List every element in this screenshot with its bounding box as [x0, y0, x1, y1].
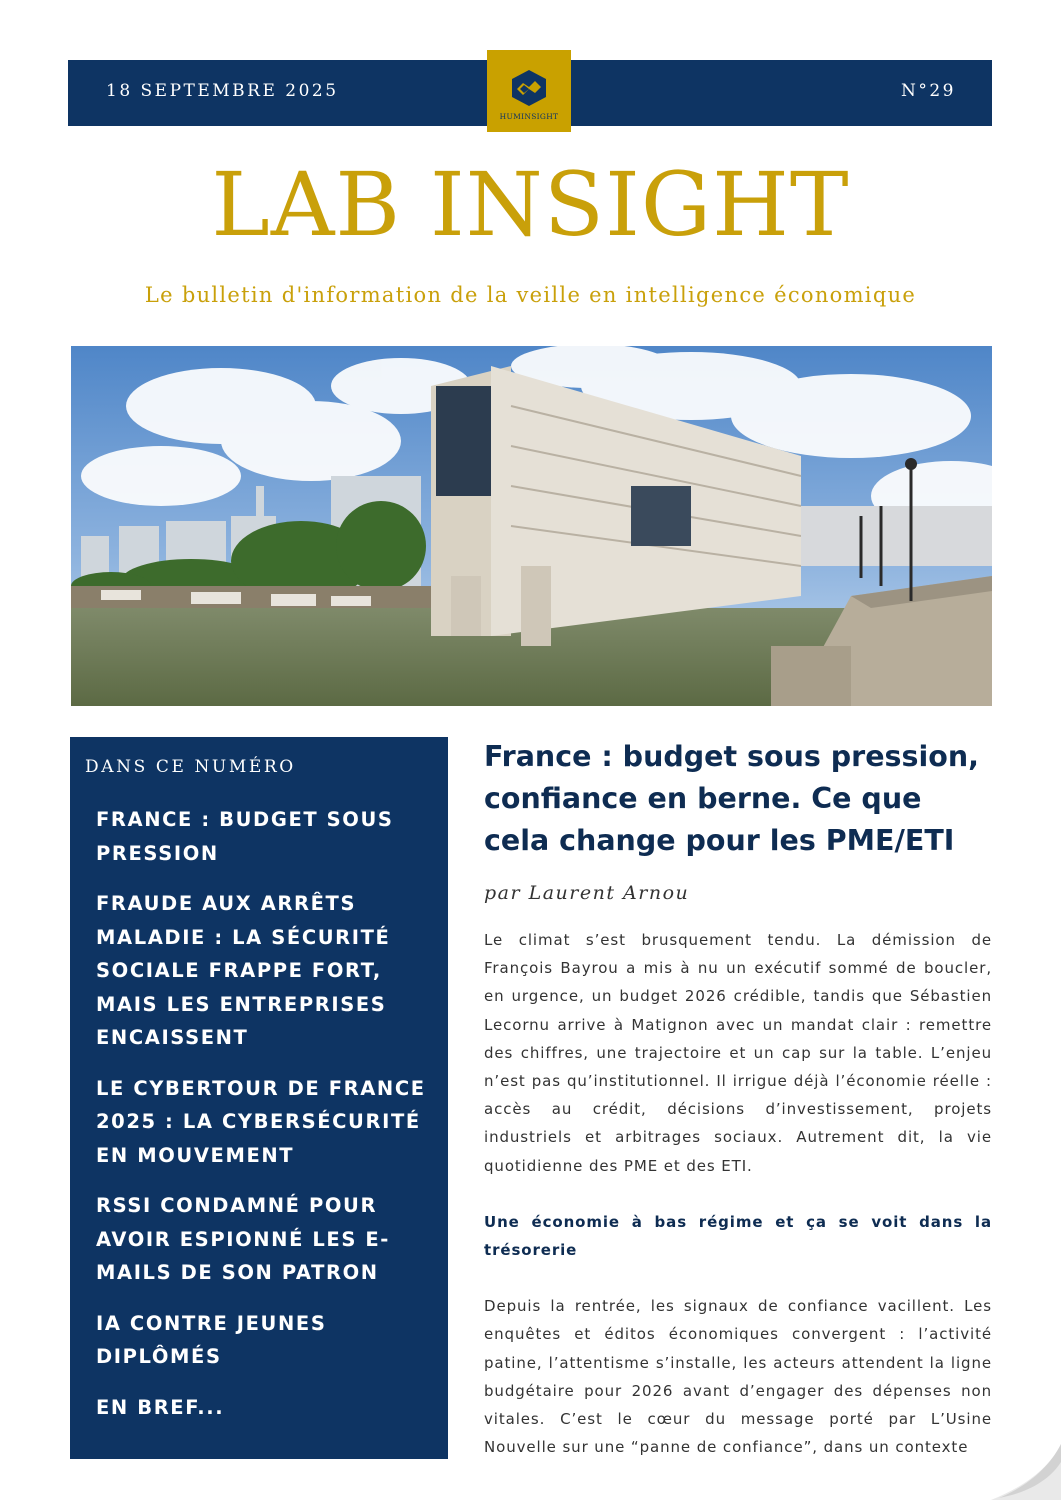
issue-number: N°29: [900, 81, 956, 101]
article-headline: France : budget sous pression, confiance en berne. Ce que cela change pour les PME/ETI: [484, 740, 979, 857]
hero-image: [71, 346, 992, 706]
toc-item-ia[interactable]: IA CONTRE JEUNES DIPLÔMÉS: [96, 1311, 327, 1368]
bercy-building-illustration: [71, 346, 992, 706]
toc-list: [96, 803, 426, 1441]
hexagon-logo-icon: [509, 69, 549, 107]
page-curl-icon: [991, 1444, 1061, 1500]
toc-item-en-bref[interactable]: EN BREF...: [96, 1395, 225, 1419]
table-of-contents: [70, 737, 448, 1459]
logo-wordmark: HUMINSIGHT: [499, 112, 559, 121]
masthead-subtitle: Le bulletin d'information de la veille en intelligence économique: [144, 283, 917, 307]
toc-item-fraude[interactable]: FRAUDE AUX ARRÊTS MALADIE : LA SÉCURITÉ SOCIALE FRAPPE FORT, MAIS LES ENTREPRISES ENCAISSENT: [96, 892, 391, 1049]
lead-article: [484, 736, 992, 1461]
article-byline: par Laurent Arnou: [484, 882, 690, 904]
toc-item-cybertour[interactable]: LE CYBERTOUR DE FRANCE 2025 : LA CYBERSÉCURITÉ EN MOUVEMENT: [96, 1076, 426, 1167]
article-subheading: Une économie à bas régime et ça se voit dans la trésorerie: [484, 1212, 992, 1260]
toc-title: DANS CE NUMÉRO: [85, 757, 296, 777]
masthead-title: LAB INSIGHT: [211, 153, 850, 256]
huminsight-logo: [487, 50, 571, 132]
issue-date: 18 SEPTEMBRE 2025: [106, 81, 339, 101]
article-paragraph-1: Le climat s’est brusquement tendu. La démission de François Bayrou a mis à nu un exécutif sommé de boucler, en urgence, un budget 2026 crédible, tandis que Sébastien Lecornu arrive à Matignon avec un mandat clair : remettre des chiffres, une trajectoire et un cap sur la table. L’enjeu n’est pas qu’institutionnel. Il irrigue déjà l’économie réelle : accès au crédit, décisions d’investissement, projets industriels et arbitrages sociaux. Autrement dit, la vie quotidienne des PME et des ETI.: [484, 931, 992, 1175]
article-paragraph-2: Depuis la rentrée, les signaux de confiance vacillent. Les enquêtes et éditos économiques convergent : l’activité patine, l’attentisme s’installe, les acteurs attendent la ligne budgétaire pour 2026 avant d’engager des dépenses non vitales. C’est le cœur du message porté par L’Usine Nouvelle sur une “panne de confiance”, dans un contexte: [484, 1297, 992, 1457]
toc-item-rssi[interactable]: RSSI CONDAMNÉ POUR AVOIR ESPIONNÉ LES E-MAILS DE SON PATRON: [96, 1194, 390, 1284]
toc-item-budget[interactable]: FRANCE : BUDGET SOUS PRESSION: [96, 808, 394, 865]
